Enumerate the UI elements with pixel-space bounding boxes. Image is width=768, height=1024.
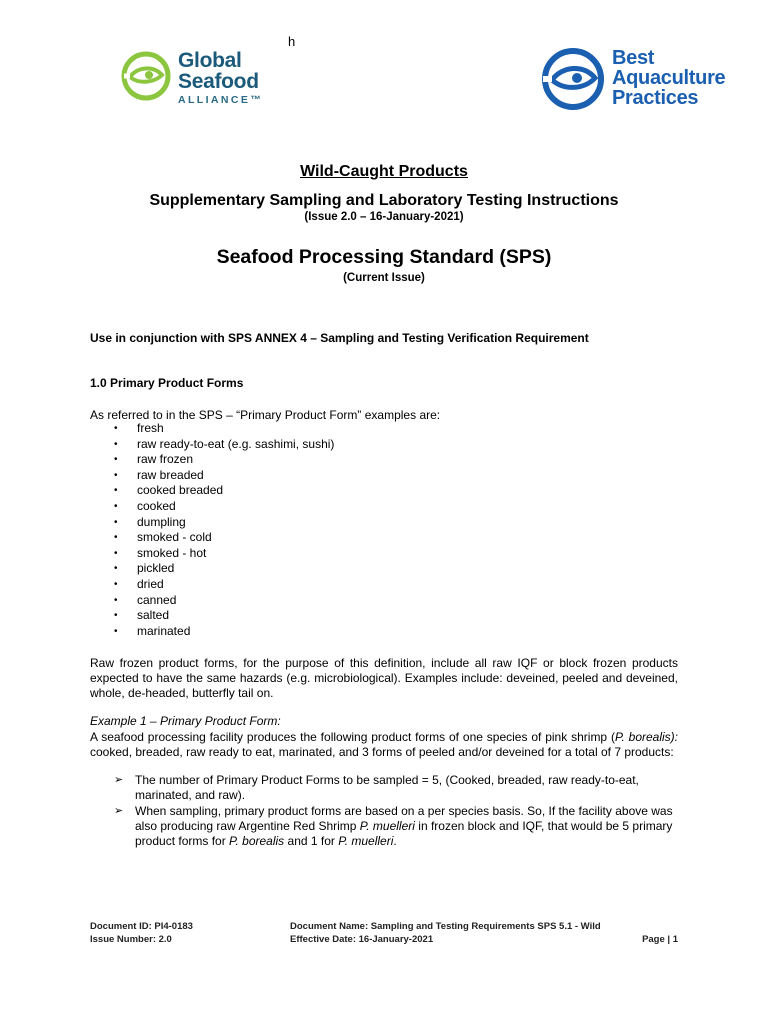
list-item: • salted bbox=[114, 608, 170, 623]
arrow-bullet-icon: ➢ bbox=[114, 774, 124, 786]
list-item: • marinated bbox=[114, 623, 191, 638]
bullet-icon: • bbox=[114, 469, 118, 481]
list-item: • dumpling bbox=[114, 514, 186, 529]
issue-number: Issue Number: 2.0 bbox=[90, 934, 172, 945]
list-item: • smoked - cold bbox=[114, 530, 212, 545]
list-item: • cooked bbox=[114, 498, 176, 513]
document-title: Wild-Caught Products bbox=[300, 163, 468, 180]
bullet-icon: • bbox=[114, 547, 118, 559]
raw-frozen-paragraph: Raw frozen product forms, for the purpose of this definition, include all raw IQF or block frozen products expected to have the same hazards (e.g. microbiological). Examples include: deveined, peeled and deveined, whole, de-headed, butterfly tail on. bbox=[90, 656, 678, 700]
use-in-conjunction-line: Use in conjunction with SPS ANNEX 4 – Sampling and Testing Verification Requirement bbox=[90, 331, 589, 345]
list-item: • pickled bbox=[114, 561, 175, 576]
bap-wordmark: Best Aquaculture Practices bbox=[612, 47, 726, 109]
footer-middle bbox=[290, 920, 601, 946]
bullet-icon: • bbox=[114, 438, 118, 450]
list-item: ➢ When sampling, primary product forms are based on a per species basis. So, If the facility above was also producing raw Argentine Red Shrimp P. muelleri in frozen block and IQF, that would be 5 primary product forms for P. borealis and 1 for P. muelleri. bbox=[114, 804, 673, 848]
standard-issue: (Current Issue) bbox=[343, 272, 425, 284]
stray-character: h bbox=[288, 34, 296, 49]
product-forms-list bbox=[90, 421, 334, 639]
list-item: • smoked - hot bbox=[114, 545, 207, 560]
list-item: • canned bbox=[114, 592, 177, 607]
list-item: • raw ready-to-eat (e.g. sashimi, sushi) bbox=[114, 436, 335, 451]
bullet-icon: • bbox=[114, 610, 118, 622]
section-intro: As referred to in the SPS – “Primary Product Form” examples are: bbox=[90, 408, 441, 422]
page-number: Page | 1 bbox=[642, 934, 678, 945]
list-item: • fresh bbox=[114, 421, 164, 435]
arrow-bullet-icon: ➢ bbox=[114, 805, 124, 817]
gsa-wordmark: Global Seafood ALLIANCE™ bbox=[178, 49, 264, 106]
document-id: Document ID: PI4-0183 bbox=[90, 921, 193, 932]
document-subtitle: Supplementary Sampling and Laboratory Testing Instructions bbox=[149, 192, 619, 209]
example-paragraph: A seafood processing facility produces the following product forms of one species of pink shrimp (P. borealis): cooked, breaded, raw ready to eat, marinated, and 3 forms of peeled and/or deveined for a total of 7 products: bbox=[90, 730, 678, 759]
list-item: • dried bbox=[114, 576, 164, 591]
document-name: Document Name: Sampling and Testing Requirements SPS 5.1 - Wild bbox=[290, 921, 601, 932]
list-item: ➢ The number of Primary Product Forms to be sampled = 5, (Cooked, breaded, raw ready-to-eat, marinated, and raw). bbox=[114, 773, 639, 802]
gsa-fish-eye-icon bbox=[120, 50, 172, 102]
global-seafood-alliance-logo bbox=[120, 48, 295, 110]
bullet-icon: • bbox=[114, 485, 118, 497]
bullet-icon: • bbox=[114, 423, 118, 434]
bap-fish-eye-icon bbox=[540, 46, 606, 112]
list-item: • raw breaded bbox=[114, 467, 204, 482]
bullet-icon: • bbox=[114, 594, 118, 606]
issue-line: (Issue 2.0 – 16-January-2021) bbox=[304, 211, 464, 223]
bullet-icon: • bbox=[114, 500, 118, 512]
bullet-icon: • bbox=[114, 625, 118, 637]
list-item: • raw frozen bbox=[114, 452, 194, 467]
bullet-icon: • bbox=[114, 454, 118, 466]
effective-date: Effective Date: 16-January-2021 bbox=[290, 934, 434, 945]
bullet-icon: • bbox=[114, 578, 118, 590]
example-heading: Example 1 – Primary Product Form: bbox=[90, 714, 281, 728]
section-heading: 1.0 Primary Product Forms bbox=[90, 376, 244, 390]
best-aquaculture-practices-logo bbox=[540, 44, 740, 114]
example-arrow-list bbox=[90, 773, 680, 850]
list-item: • cooked breaded bbox=[114, 483, 224, 498]
footer-left bbox=[90, 920, 193, 946]
bullet-icon: • bbox=[114, 532, 118, 544]
bullet-icon: • bbox=[114, 563, 118, 575]
standard-title: Seafood Processing Standard (SPS) bbox=[216, 246, 552, 268]
bullet-icon: • bbox=[114, 516, 118, 528]
